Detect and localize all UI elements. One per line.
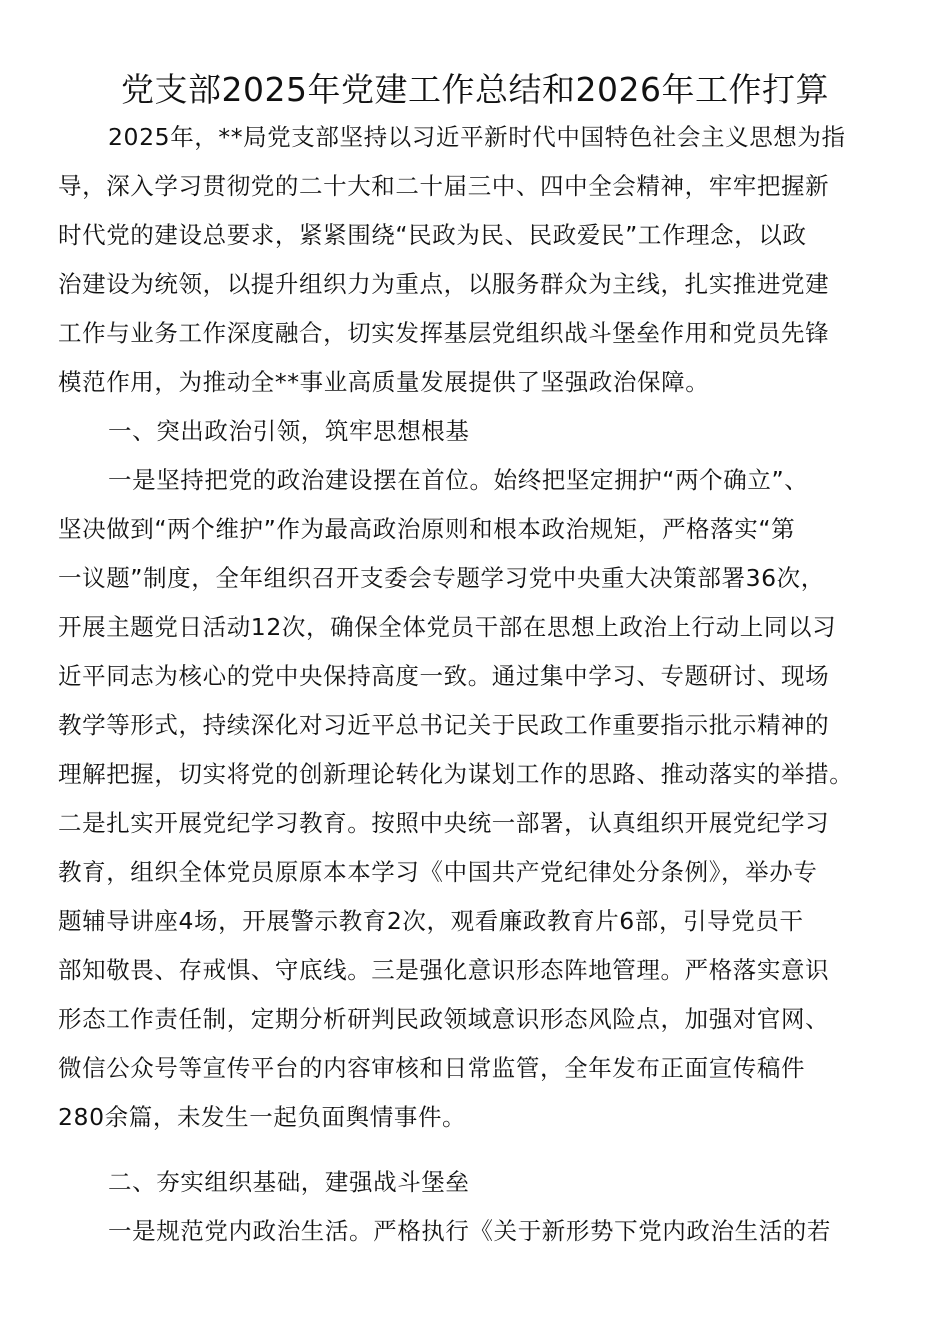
paragraph-line: 坚决做到“两个维护”作为最高政治原则和根本政治规矩，严格落实“第 — [58, 515, 796, 543]
paragraph-line: 时代党的建设总要求，紧紧围绕“民政为民、民政爱民”工作理念，以政 — [58, 221, 807, 249]
section-heading-2: 二、夯实组织基础，建强战斗堡垒 — [108, 1168, 470, 1196]
paragraph-line: 近平同志为核心的党中央保持高度一致。通过集中学习、专题研讨、现场 — [58, 662, 830, 690]
section-heading-1: 一、突出政治引领，筑牢思想根基 — [108, 417, 470, 445]
paragraph-line: 题辅导讲座4场，开展警示教育2次，观看廉政教育片6部，引导党员干 — [58, 907, 804, 935]
paragraph-line: 理解把握，切实将党的创新理论转化为谋划工作的思路、推动落实的举措。 — [58, 760, 854, 788]
paragraph-line: 微信公众号等宣传平台的内容审核和日常监管，全年发布正面宣传稿件 — [58, 1054, 806, 1082]
paragraph-line: 形态工作责任制，定期分析研判民政领域意识形态风险点，加强对官网、 — [58, 1005, 830, 1033]
paragraph-line: 开展主题党日活动12次，确保全体党员干部在思想上政治上行动上同以习 — [58, 613, 837, 641]
paragraph-line: 导，深入学习贯彻党的二十大和二十届三中、四中全会精神，牢牢把握新 — [58, 172, 830, 200]
paragraph-line: 部知敬畏、存戒惧、守底线。三是强化意识形态阵地管理。严格落实意识 — [58, 956, 830, 984]
paragraph-line: 一是坚持把党的政治建设摆在首位。始终把坚定拥护“两个确立”、 — [108, 466, 809, 494]
paragraph-line: 一是规范党内政治生活。严格执行《关于新形势下党内政治生活的若 — [108, 1217, 831, 1245]
paragraph-line: 280余篇，未发生一起负面舆情事件。 — [58, 1103, 467, 1131]
paragraph-line: 模范作用，为推动全**事业高质量发展提供了坚强政治保障。 — [58, 368, 710, 396]
paragraph-line: 一议题”制度，全年组织召开支委会专题学习党中央重大决策部署36次， — [58, 564, 825, 592]
paragraph-line: 工作与业务工作深度融合，切实发挥基层党组织战斗堡垒作用和党员先锋 — [58, 319, 830, 347]
paragraph-line: 二是扎实开展党纪学习教育。按照中央统一部署，认真组织开展党纪学习 — [58, 809, 830, 837]
document-title: 党支部2025年党建工作总结和2026年工作打算 — [121, 70, 829, 109]
paragraph-line: 治建设为统领，以提升组织力为重点，以服务群众为主线，扎实推进党建 — [58, 270, 830, 298]
paragraph-line: 教学等形式，持续深化对习近平总书记关于民政工作重要指示批示精神的 — [58, 711, 830, 739]
paragraph-line: 2025年，**局党支部坚持以习近平新时代中国特色社会主义思想为指 — [108, 123, 846, 151]
paragraph-line: 教育，组织全体党员原原本本学习《中国共产党纪律处分条例》，举办专 — [58, 858, 818, 886]
